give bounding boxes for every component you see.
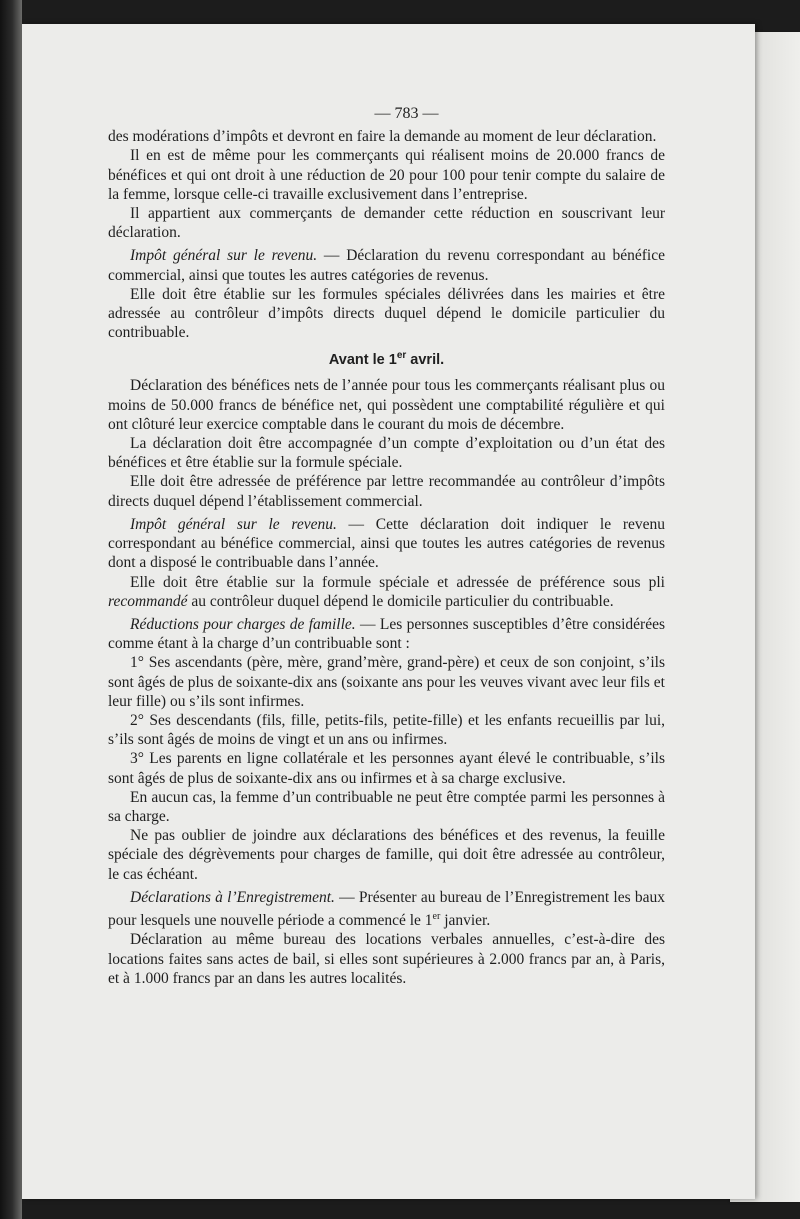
- paragraph-body: — Déclaration du revenu correspondant au bénéfice commercial, ainsi que toutes les autres catégories de revenus.: [108, 247, 665, 284]
- paragraph-body: — Les personnes susceptibles d’être considérées comme étant à la charge d’un contribuable sont :: [108, 615, 665, 653]
- paragraph-sup: er: [432, 910, 441, 922]
- paragraph-lead: Réductions pour charges de famille.: [130, 615, 356, 633]
- page-text-block: [108, 104, 665, 988]
- paragraph-8: Elle doit être adressée de préférence par lettre recommandée au contrôleur d’impôts directs duquel dépend l’établissement commercial.: [108, 473, 665, 510]
- paragraph-16: Ne pas oublier de joindre aux déclarations des bénéfices et des revenus, la feuille spéciale des dégrèvements pour charges de famille, qui doit être adressée au contrôleur, le cas échéant.: [108, 827, 665, 883]
- paragraph-10: [108, 573, 665, 611]
- paragraph-1: des modérations d’impôts et devront en faire la demande au moment de leur déclaration.: [108, 128, 657, 146]
- heading-sup: er: [396, 350, 407, 362]
- paragraph-lead: Impôt général sur le revenu.: [130, 515, 337, 533]
- paragraph-14: 3° Les parents en ligne collatérale et les personnes ayant élevé le contribuable, s’ils sont âgés de plus de soixante-dix ans ou infirmes et à sa charge exclusive.: [108, 750, 665, 787]
- heading-text-end: avril.: [406, 352, 445, 369]
- paragraph-body: — Présenter au bureau de l’Enregistrement les baux pour lesquels une nouvelle période a commencé le 1: [108, 888, 665, 930]
- paragraph-12: 1° Ses ascendants (père, mère, grand’mère, grand-père) et ceux de son conjoint, s’ils sont âgés de plus de soixante-dix ans (soixante ans pour les veuves vivant avec leur fils et leur fille) ou s’ils sont infirmes.: [108, 654, 665, 710]
- heading-text: Avant le 1: [328, 352, 397, 369]
- section-heading: [108, 346, 665, 370]
- paragraph-2: Il en est de même pour les commerçants qui réalisent moins de 20.000 francs de bénéfices et qui ont droit à une réduction de 20 pour 100 pour tenir compte du salaire de la femme, lorsque celle-ci travaille exclusivement dans l’entreprise.: [108, 147, 665, 203]
- paragraph-body: — Cette déclaration doit indiquer le revenu correspondant au bénéfice commercial, ainsi que toutes les autres catégories de revenus dont a disposé le contribuable dans l’année.: [108, 515, 665, 572]
- paragraph-5: Elle doit être établie sur les formules spéciales délivrées dans les mairies et être adressée au contrôleur d’impôts directs duquel dépend le domicile particulier du contribuable.: [108, 285, 665, 342]
- paragraph-body: Elle doit être établie sur la formule spéciale et adressée de préférence sous pli: [130, 573, 665, 591]
- paragraph-6: Déclaration des bénéfices nets de l’année pour tous les commerçants réalisant plus ou moins de 50.000 francs de bénéfice net, qui possèdent une comptabilité régulière et qui ont clôturé leur exercice comptable dans le courant du mois de décembre.: [108, 377, 665, 433]
- paragraph-body-end: janvier.: [440, 912, 491, 930]
- book-spine: [0, 0, 22, 1219]
- paragraph-4: [108, 246, 665, 284]
- paragraph-17: [108, 888, 665, 931]
- page-number: — 783 —: [374, 105, 439, 122]
- paragraph-13: 2° Ses descendants (fils, fille, petits-fils, petite-fille) et les enfants recueillis par lui, s’ils sont âgés de moins de vingt et un ans ou infirmes.: [108, 711, 665, 749]
- paragraph-18: Déclaration au même bureau des locations verbales annuelles, c’est-à-dire des locations faites sans actes de bail, si elles sont supérieures à 2.000 francs par an, à Paris, et à 1.000 francs par an dans les autres localités.: [108, 931, 665, 987]
- paragraph-7: La déclaration doit être accompagnée d’un compte d’exploitation ou d’un état des bénéfices et être établie sur la formule spéciale.: [108, 435, 665, 472]
- paragraph-15: En aucun cas, la femme d’un contribuable ne peut être comptée parmi les personnes à sa charge.: [108, 788, 665, 825]
- book-page: [22, 24, 755, 1199]
- paragraph-3: Il appartient aux commerçants de demander cette réduction en souscrivant leur déclaration.: [108, 205, 665, 242]
- paragraph-lead: Déclarations à l’Enregistrement.: [130, 888, 335, 906]
- paragraph-lead: Impôt général sur le revenu.: [130, 247, 318, 265]
- paragraph-emphasis: recommandé: [108, 592, 188, 610]
- paragraph-11: [108, 615, 665, 653]
- paragraph-9: [108, 515, 665, 573]
- paragraph-body-end: au contrôleur duquel dépend le domicile particulier du contribuable.: [187, 592, 614, 610]
